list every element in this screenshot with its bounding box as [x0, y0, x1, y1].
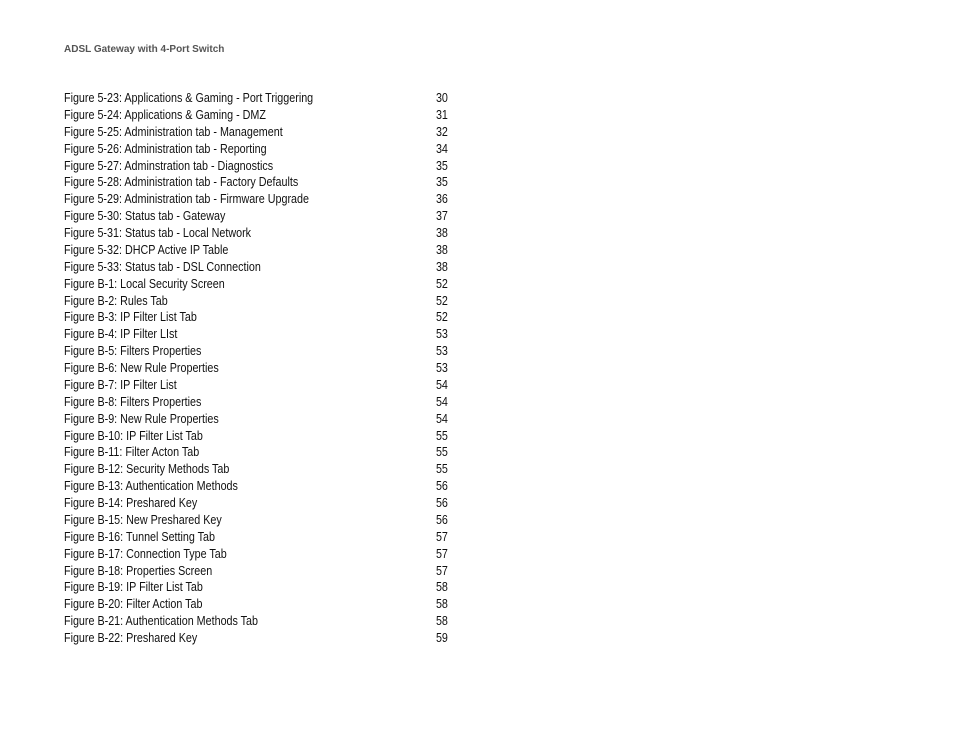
- toc-entry[interactable]: [64, 428, 450, 445]
- toc-entry[interactable]: [64, 208, 450, 225]
- toc-entry-page-number: 35: [436, 158, 448, 173]
- toc-entry-title: Figure B-7: IP Filter List: [64, 377, 177, 392]
- toc-entry-title: Figure B-20: Filter Action Tab: [64, 597, 203, 612]
- toc-entry-title: Figure 5-23: Applications & Gaming - Port Triggering: [64, 91, 314, 105]
- toc-entry-title: Figure B-9: New Rule Properties: [64, 411, 219, 426]
- toc-entry[interactable]: [64, 495, 450, 512]
- toc-entry-page-number: 53: [436, 327, 448, 342]
- toc-entry-page-number: 36: [436, 192, 448, 207]
- toc-entry-page-number: 35: [436, 175, 448, 190]
- toc-entry-page-number: 56: [436, 496, 448, 510]
- toc-entry-page-number: 52: [436, 293, 448, 308]
- toc-entry[interactable]: [64, 546, 450, 563]
- toc-entry-title: Figure B-18: Properties Screen: [64, 563, 213, 578]
- toc-entry-page-number: 32: [436, 124, 448, 139]
- toc-entry[interactable]: [64, 512, 450, 529]
- toc-entry-title: Figure 5-30: Status tab - Gateway: [64, 209, 226, 224]
- toc-entry[interactable]: [64, 394, 450, 411]
- toc-entry-page-number: 55: [436, 428, 448, 443]
- toc-entry-page-number: 58: [436, 580, 448, 595]
- toc-entry-title: Figure B-5: Filters Properties: [64, 344, 202, 359]
- toc-entry-title: Figure B-6: New Rule Properties: [64, 361, 219, 375]
- toc-entry-title: Figure 5-24: Applications & Gaming - DMZ: [64, 107, 266, 122]
- toc-entry-page-number: 55: [436, 462, 448, 477]
- toc-entry-page-number: 56: [436, 479, 448, 494]
- toc-entry-title: Figure 5-27: Adminstration tab - Diagnostics: [64, 158, 274, 173]
- toc-entry-page-number: 37: [436, 209, 448, 224]
- toc-entry-page-number: 54: [436, 394, 448, 409]
- toc-entry-title: Figure B-14: Preshared Key: [64, 496, 198, 510]
- toc-entry-title: Figure B-11: Filter Acton Tab: [64, 445, 200, 460]
- toc-entry-title: Figure 5-32: DHCP Active IP Table: [64, 242, 229, 257]
- toc-entry-page-number: 53: [436, 344, 448, 359]
- toc-entry-page-number: 38: [436, 242, 448, 257]
- toc-entry-title: Figure B-12: Security Methods Tab: [64, 462, 230, 477]
- toc-entry[interactable]: [64, 225, 450, 242]
- toc-entry-title: Figure B-1: Local Security Screen: [64, 276, 225, 291]
- toc-entry[interactable]: [64, 613, 450, 630]
- toc-entry-title: Figure 5-26: Administration tab - Reporting: [64, 141, 267, 156]
- toc-entry-page-number: 34: [436, 141, 448, 156]
- toc-entry[interactable]: [64, 90, 450, 107]
- toc-entry-page-number: 57: [436, 529, 448, 544]
- page-header-title: ADSL Gateway with 4-Port Switch: [64, 44, 225, 55]
- toc-entry[interactable]: [64, 191, 450, 208]
- toc-entry[interactable]: [64, 309, 450, 326]
- toc-entry-title: Figure 5-25: Administration tab - Management: [64, 124, 283, 139]
- toc-entry[interactable]: [64, 107, 450, 124]
- toc-entry-title: Figure B-21: Authentication Methods Tab: [64, 614, 259, 629]
- toc-entry-title: Figure B-15: New Preshared Key: [64, 512, 222, 527]
- toc-entry[interactable]: [64, 124, 450, 141]
- toc-entry[interactable]: [64, 158, 450, 175]
- toc-entry[interactable]: [64, 259, 450, 276]
- toc-entry-page-number: 56: [436, 512, 448, 527]
- toc-entry[interactable]: [64, 174, 450, 191]
- toc-entry-title: Figure B-4: IP Filter LIst: [64, 327, 178, 342]
- toc-entry-page-number: 55: [436, 445, 448, 460]
- toc-entry[interactable]: [64, 596, 450, 613]
- toc-entry-title: Figure 5-29: Administration tab - Firmware Upgrade: [64, 192, 309, 207]
- toc-entry[interactable]: [64, 141, 450, 158]
- toc-entry-title: Figure 5-33: Status tab - DSL Connection: [64, 259, 261, 274]
- toc-entry[interactable]: [64, 563, 450, 580]
- toc-entry[interactable]: [64, 360, 450, 377]
- toc-entry-title: Figure B-22: Preshared Key: [64, 631, 198, 645]
- toc-entry-page-number: 30: [436, 91, 448, 105]
- toc-entry-title: Figure B-2: Rules Tab: [64, 293, 168, 308]
- toc-entry[interactable]: [64, 579, 450, 596]
- toc-entry-page-number: 58: [436, 597, 448, 612]
- table-of-figures: [64, 90, 450, 647]
- toc-entry-title: Figure B-3: IP Filter List Tab: [64, 310, 197, 325]
- toc-entry[interactable]: [64, 377, 450, 394]
- toc-entry-page-number: 54: [436, 411, 448, 426]
- toc-entry-title: Figure B-10: IP Filter List Tab: [64, 428, 203, 443]
- toc-entry-title: Figure B-13: Authentication Methods: [64, 479, 238, 494]
- toc-entry-page-number: 53: [436, 361, 448, 375]
- toc-entry-title: Figure 5-28: Administration tab - Factory Defaults: [64, 175, 299, 190]
- toc-entry-page-number: 38: [436, 226, 448, 240]
- toc-entry-page-number: 59: [436, 631, 448, 645]
- toc-entry[interactable]: [64, 529, 450, 546]
- toc-entry[interactable]: [64, 630, 450, 647]
- toc-entry-title: Figure B-17: Connection Type Tab: [64, 546, 227, 561]
- toc-entry-page-number: 38: [436, 259, 448, 274]
- toc-entry-page-number: 57: [436, 546, 448, 561]
- toc-entry[interactable]: [64, 276, 450, 293]
- toc-entry-title: Figure B-8: Filters Properties: [64, 394, 202, 409]
- toc-entry[interactable]: [64, 326, 450, 343]
- toc-entry[interactable]: [64, 293, 450, 310]
- toc-entry-page-number: 52: [436, 276, 448, 291]
- toc-entry-page-number: 54: [436, 377, 448, 392]
- toc-entry[interactable]: [64, 411, 450, 428]
- toc-entry[interactable]: [64, 242, 450, 259]
- toc-entry-title: Figure 5-31: Status tab - Local Network: [64, 226, 252, 240]
- toc-entry[interactable]: [64, 444, 450, 461]
- toc-entry-page-number: 57: [436, 563, 448, 578]
- toc-entry-page-number: 52: [436, 310, 448, 325]
- toc-entry-title: Figure B-16: Tunnel Setting Tab: [64, 529, 215, 544]
- toc-entry-title: Figure B-19: IP Filter List Tab: [64, 580, 203, 595]
- toc-entry-page-number: 31: [436, 107, 448, 122]
- toc-entry-page-number: 58: [436, 614, 448, 629]
- toc-entry[interactable]: [64, 478, 450, 495]
- toc-entry[interactable]: [64, 461, 450, 478]
- toc-entry[interactable]: [64, 343, 450, 360]
